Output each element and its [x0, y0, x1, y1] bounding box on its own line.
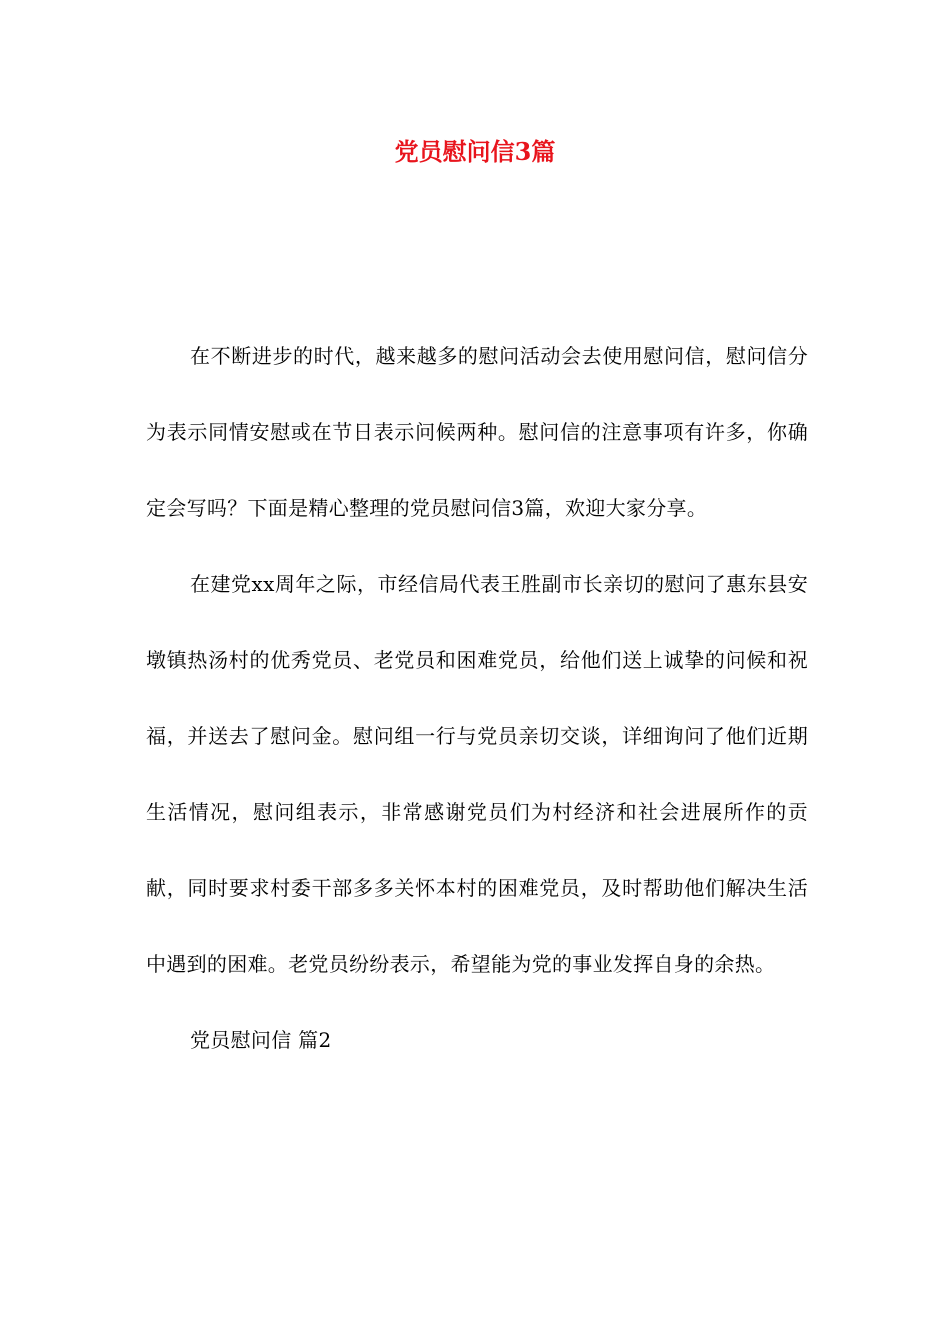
article-paragraph-1: 在建党xx周年之际，市经信局代表王胜副市长亲切的慰问了惠东县安墩镇热汤村的优秀党员、老党员和困难党员，给他们送上诚挚的问候和祝福，并送去了慰问金。慰问组一行与党员亲切交谈，详细询问了他们近期生活情况，慰问组表示，非常感谢党员们为村经济和社会进展所作的贡献，同时要求村委干部多多关怀本村的困难党员，及时帮助他们解决生活中遇到的困难。老党员纷纷表示，希望能为党的事业发挥自身的余热。	[146, 572, 808, 976]
intro-paragraph: 在不断进步的时代，越来越多的慰问活动会去使用慰问信，慰问信分为表示同情安慰或在节日表示问候两种。慰问信的注意事项有许多，你确定会写吗？下面是精心整理的党员慰问信3篇，欢迎大家分享。	[146, 344, 808, 520]
section-heading: 党员慰问信 篇2	[190, 1028, 332, 1052]
document-title: 党员慰问信3篇	[394, 137, 556, 166]
document-body	[146, 318, 808, 1078]
